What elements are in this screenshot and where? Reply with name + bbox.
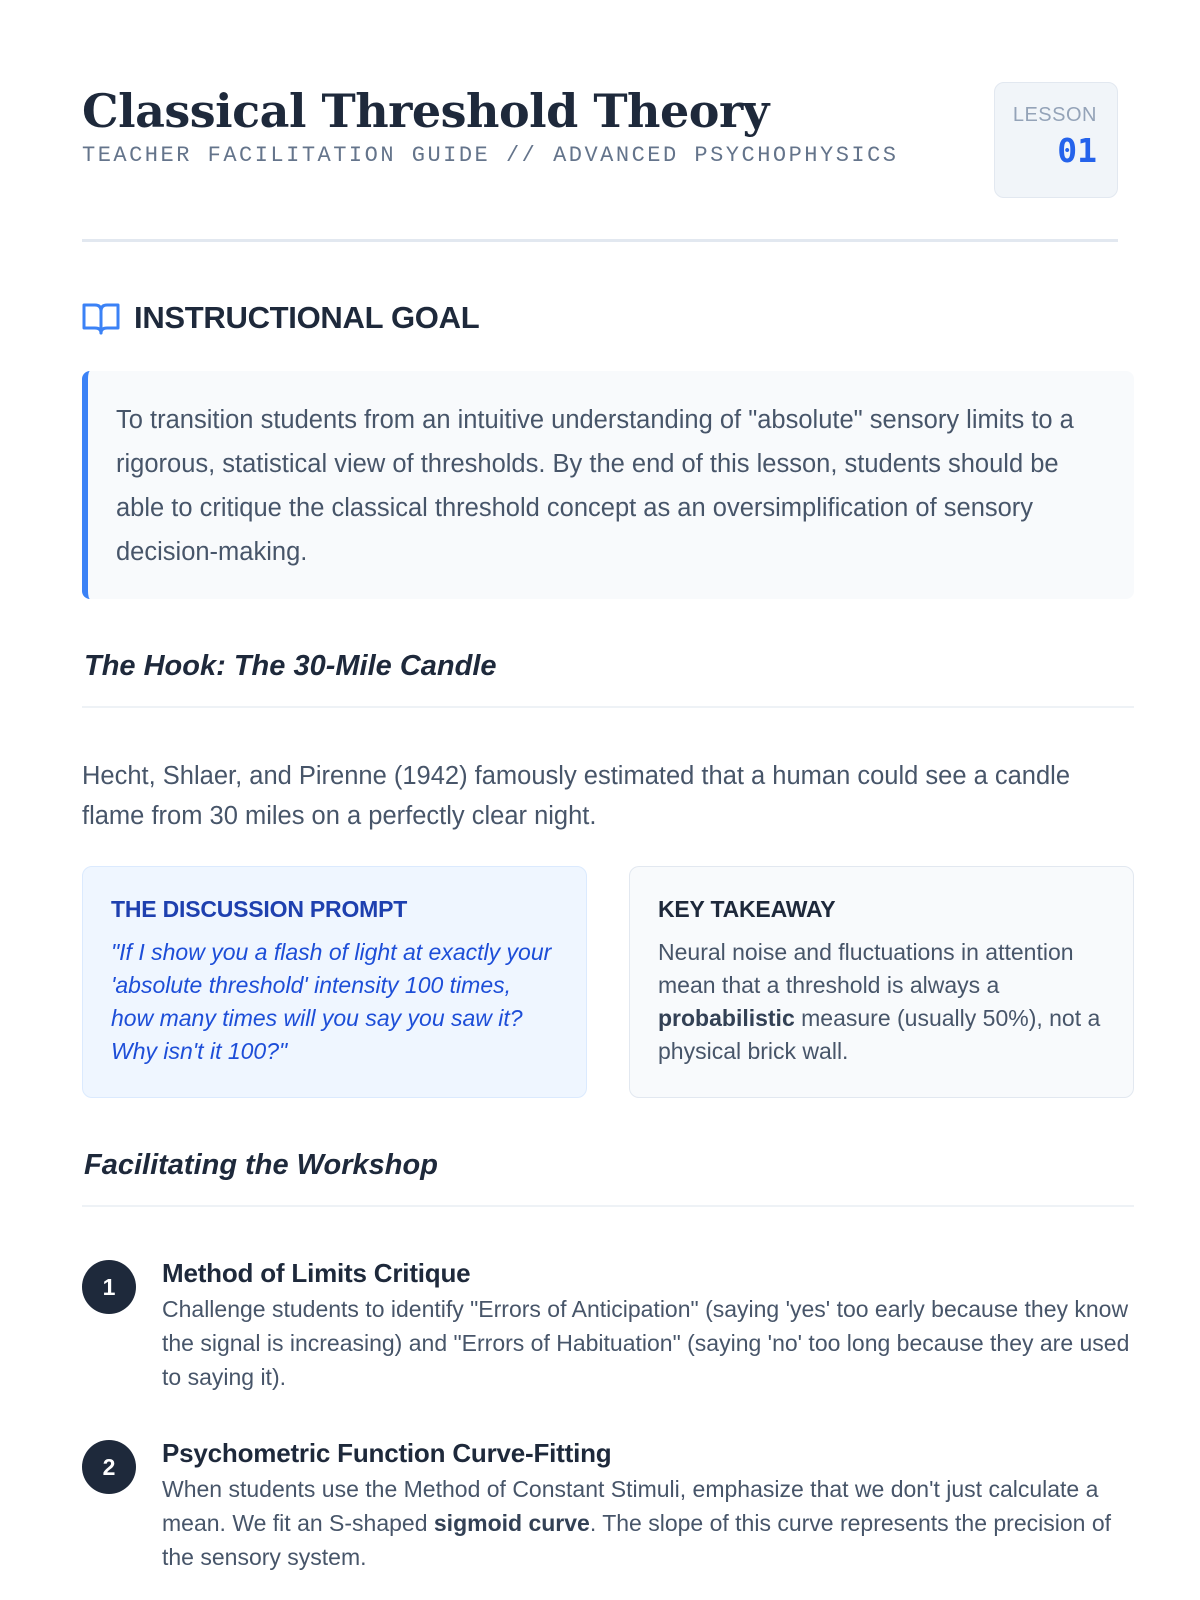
- discussion-prompt-text: "If I show you a flash of light at exactly your 'absolute threshold' intensity 100 times, how many times will you say you saw it? Why isn't it 100?": [111, 939, 552, 1064]
- goal-text: To transition students from an intuitive understanding of "absolute" sensory limits to a rigorous, statistical view of thresholds. By the end of this lesson, students should be able to critique the classical threshold concept as an oversimplification of sensory decision-making.: [116, 406, 1074, 566]
- step-number-badge: 2: [82, 1440, 136, 1494]
- discussion-prompt-card: [82, 866, 587, 1098]
- lesson-label: LESSON: [1012, 104, 1097, 126]
- step-number-badge: 1: [82, 1260, 136, 1314]
- step-description: When students use the Method of Constant Stimuli, emphasize that we don't just calculate a mean. We fit an S-shaped sigmoid curve. The slope of this curve represents the precision of the sensory system.: [162, 1476, 1112, 1570]
- step-description: Challenge students to identify "Errors of Anticipation" (saying 'yes' too early because they know the signal is increasing) and "Errors of Habituation" (saying 'no' too long because they are used to saying it).: [162, 1296, 1130, 1390]
- section-divider: [82, 706, 1134, 708]
- lesson-number: 01: [1057, 131, 1097, 170]
- discussion-prompt-title: THE DISCUSSION PROMPT: [111, 896, 408, 922]
- page-subtitle: TEACHER FACILITATION GUIDE // ADVANCED PSYCHOPHYSICS: [82, 143, 899, 168]
- key-takeaway-card: [629, 866, 1134, 1098]
- goal-callout: [82, 371, 1134, 599]
- book-open-icon: [82, 300, 120, 336]
- key-takeaway-title: KEY TAKEAWAY: [658, 896, 836, 922]
- workshop-section-title: Facilitating the Workshop: [84, 1149, 438, 1181]
- lesson-badge: [994, 82, 1118, 198]
- hook-text: Hecht, Shlaer, and Pirenne (1942) famously estimated that a human could see a candle flame from 30 miles on a perfectly clear night.: [82, 762, 1071, 830]
- emphasis-text: probabilistic: [658, 1005, 795, 1031]
- hook-section-title: The Hook: The 30-Mile Candle: [84, 650, 497, 682]
- step-title: Psychometric Function Curve-Fitting: [162, 1438, 612, 1468]
- instructional-goal-heading: [82, 298, 479, 338]
- goal-heading-text: INSTRUCTIONAL GOAL: [134, 300, 480, 335]
- key-takeaway-text: Neural noise and fluctuations in attention mean that a threshold is always a probabilistic measure (usually 50%), not a physical brick wall.: [658, 939, 1101, 1064]
- section-divider: [82, 1205, 1134, 1207]
- emphasis-text: sigmoid curve: [433, 1510, 590, 1536]
- step-title: Method of Limits Critique: [162, 1258, 471, 1288]
- page-title: Classical Threshold Theory: [82, 84, 769, 138]
- document-header: [82, 0, 1118, 242]
